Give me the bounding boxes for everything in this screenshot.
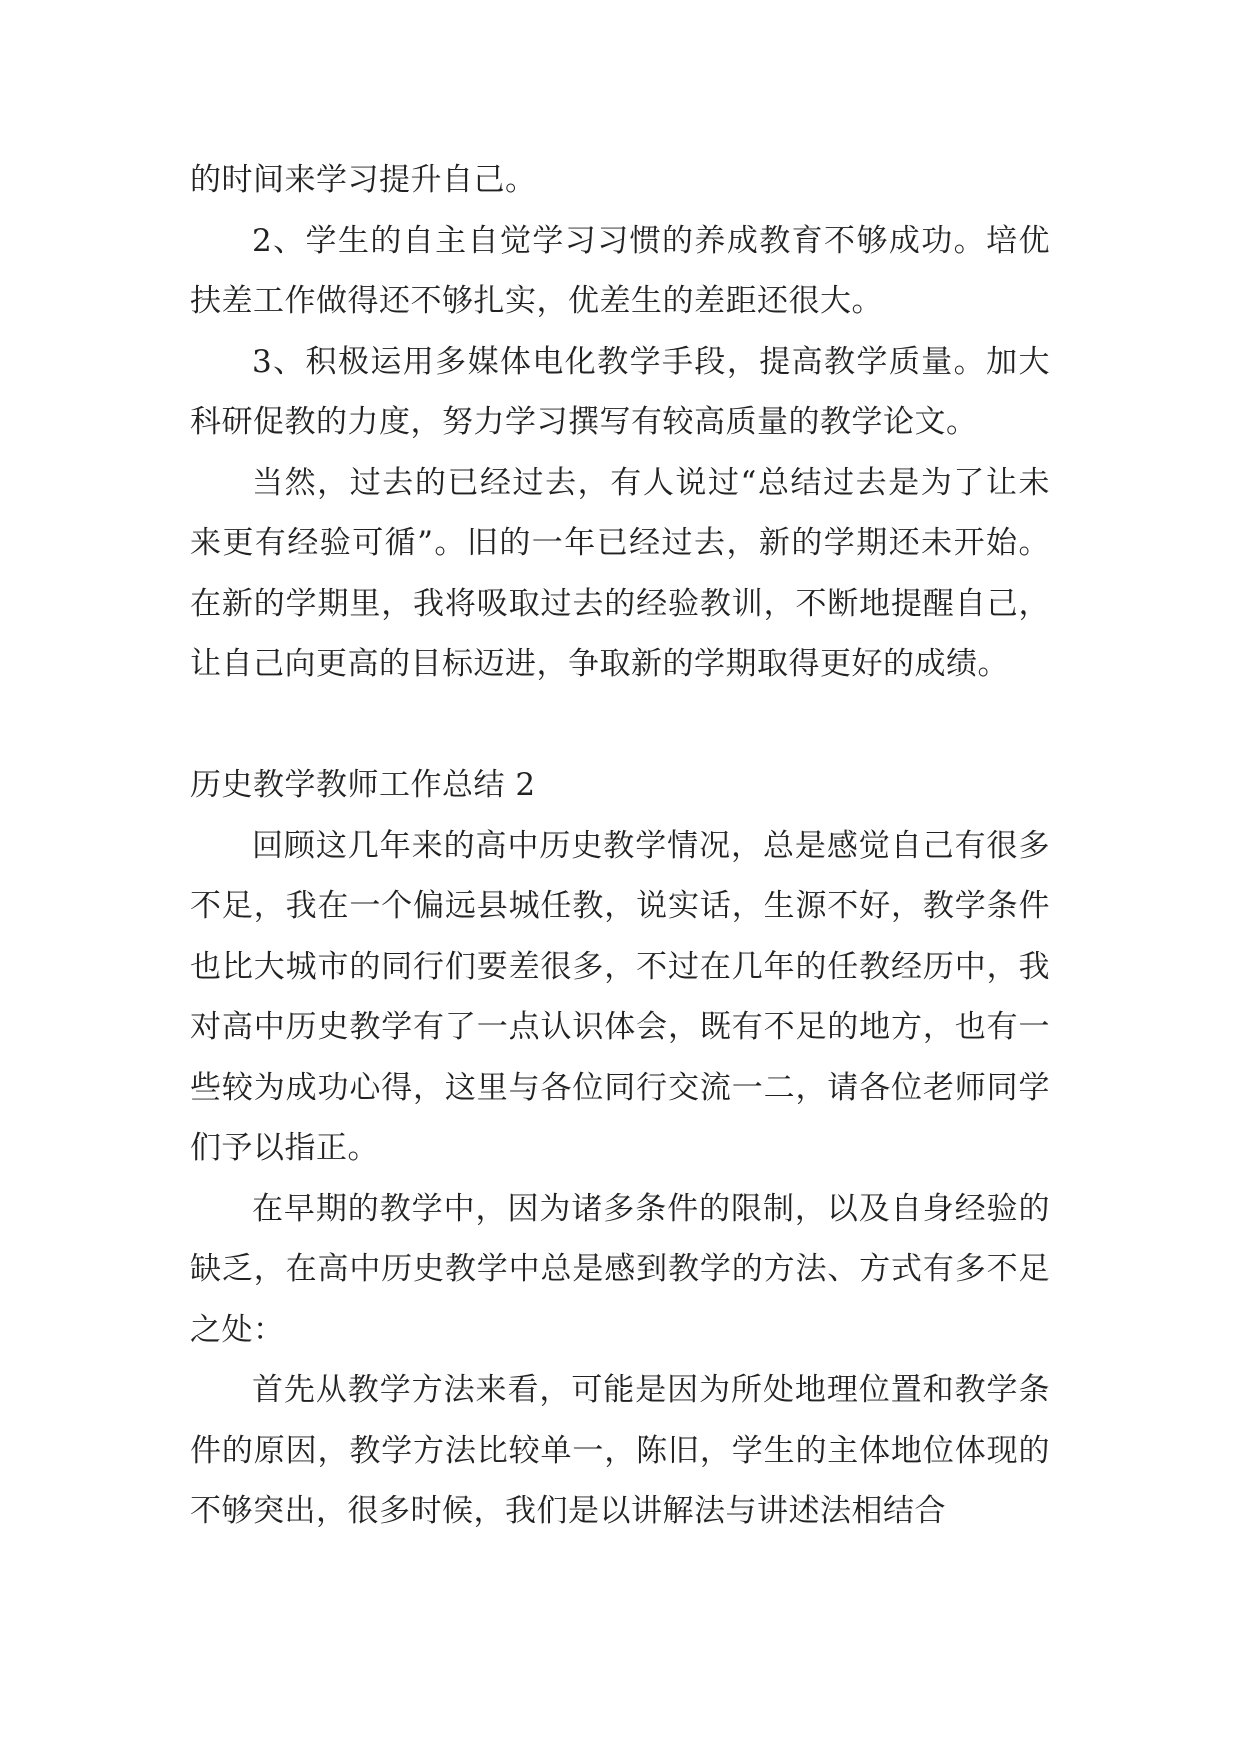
paragraph-review: 回顾这几年来的高中历史教学情况，总是感觉自己有很多不足，我在一个偏远县城任教，说实话，生源不好，教学条件也比大城市的同行们要差很多，不过在几年的任教经历中，我对高中历史教学有了一点认识体会，既有不足的地方，也有一些较为成功心得，这里与各位同行交流一二，请各位老师同学们予以指正。	[190, 827, 1050, 1166]
paragraph-continuation: 的时间来学习提升自己。	[190, 162, 537, 198]
paragraph-item-3: 3、积极运用多媒体电化教学手段，提高教学质量。加大科研促教的力度，努力学习撰写有较高质量的教学论文。	[190, 343, 1050, 440]
section-spacer	[190, 695, 1050, 756]
paragraph-item-2: 2、学生的自主自觉学习习惯的养成教育不够成功。培优扶差工作做得还不够扎实，优差生的差距还很大。	[190, 222, 1050, 319]
section-title: 历史教学教师工作总结 2	[190, 767, 536, 803]
document-body	[190, 150, 1050, 1542]
paragraph-teaching-method: 首先从教学方法来看，可能是因为所处地理位置和教学条件的原因，教学方法比较单一，陈旧，学生的主体地位体现的不够突出，很多时候，我们是以讲解法与讲述法相结合	[190, 1372, 1050, 1529]
paragraph-early-teaching: 在早期的教学中，因为诸多条件的限制，以及自身经验的缺乏，在高中历史教学中总是感到教学的方法、方式有多不足之处：	[190, 1190, 1050, 1348]
paragraph-conclusion: 当然，过去的已经过去，有人说过“总结过去是为了让未来更有经验可循”。旧的一年已经过去，新的学期还未开始。在新的学期里，我将吸取过去的经验教训，不断地提醒自己，让自己向更高的目标迈进，争取新的学期取得更好的成绩。	[190, 464, 1050, 682]
